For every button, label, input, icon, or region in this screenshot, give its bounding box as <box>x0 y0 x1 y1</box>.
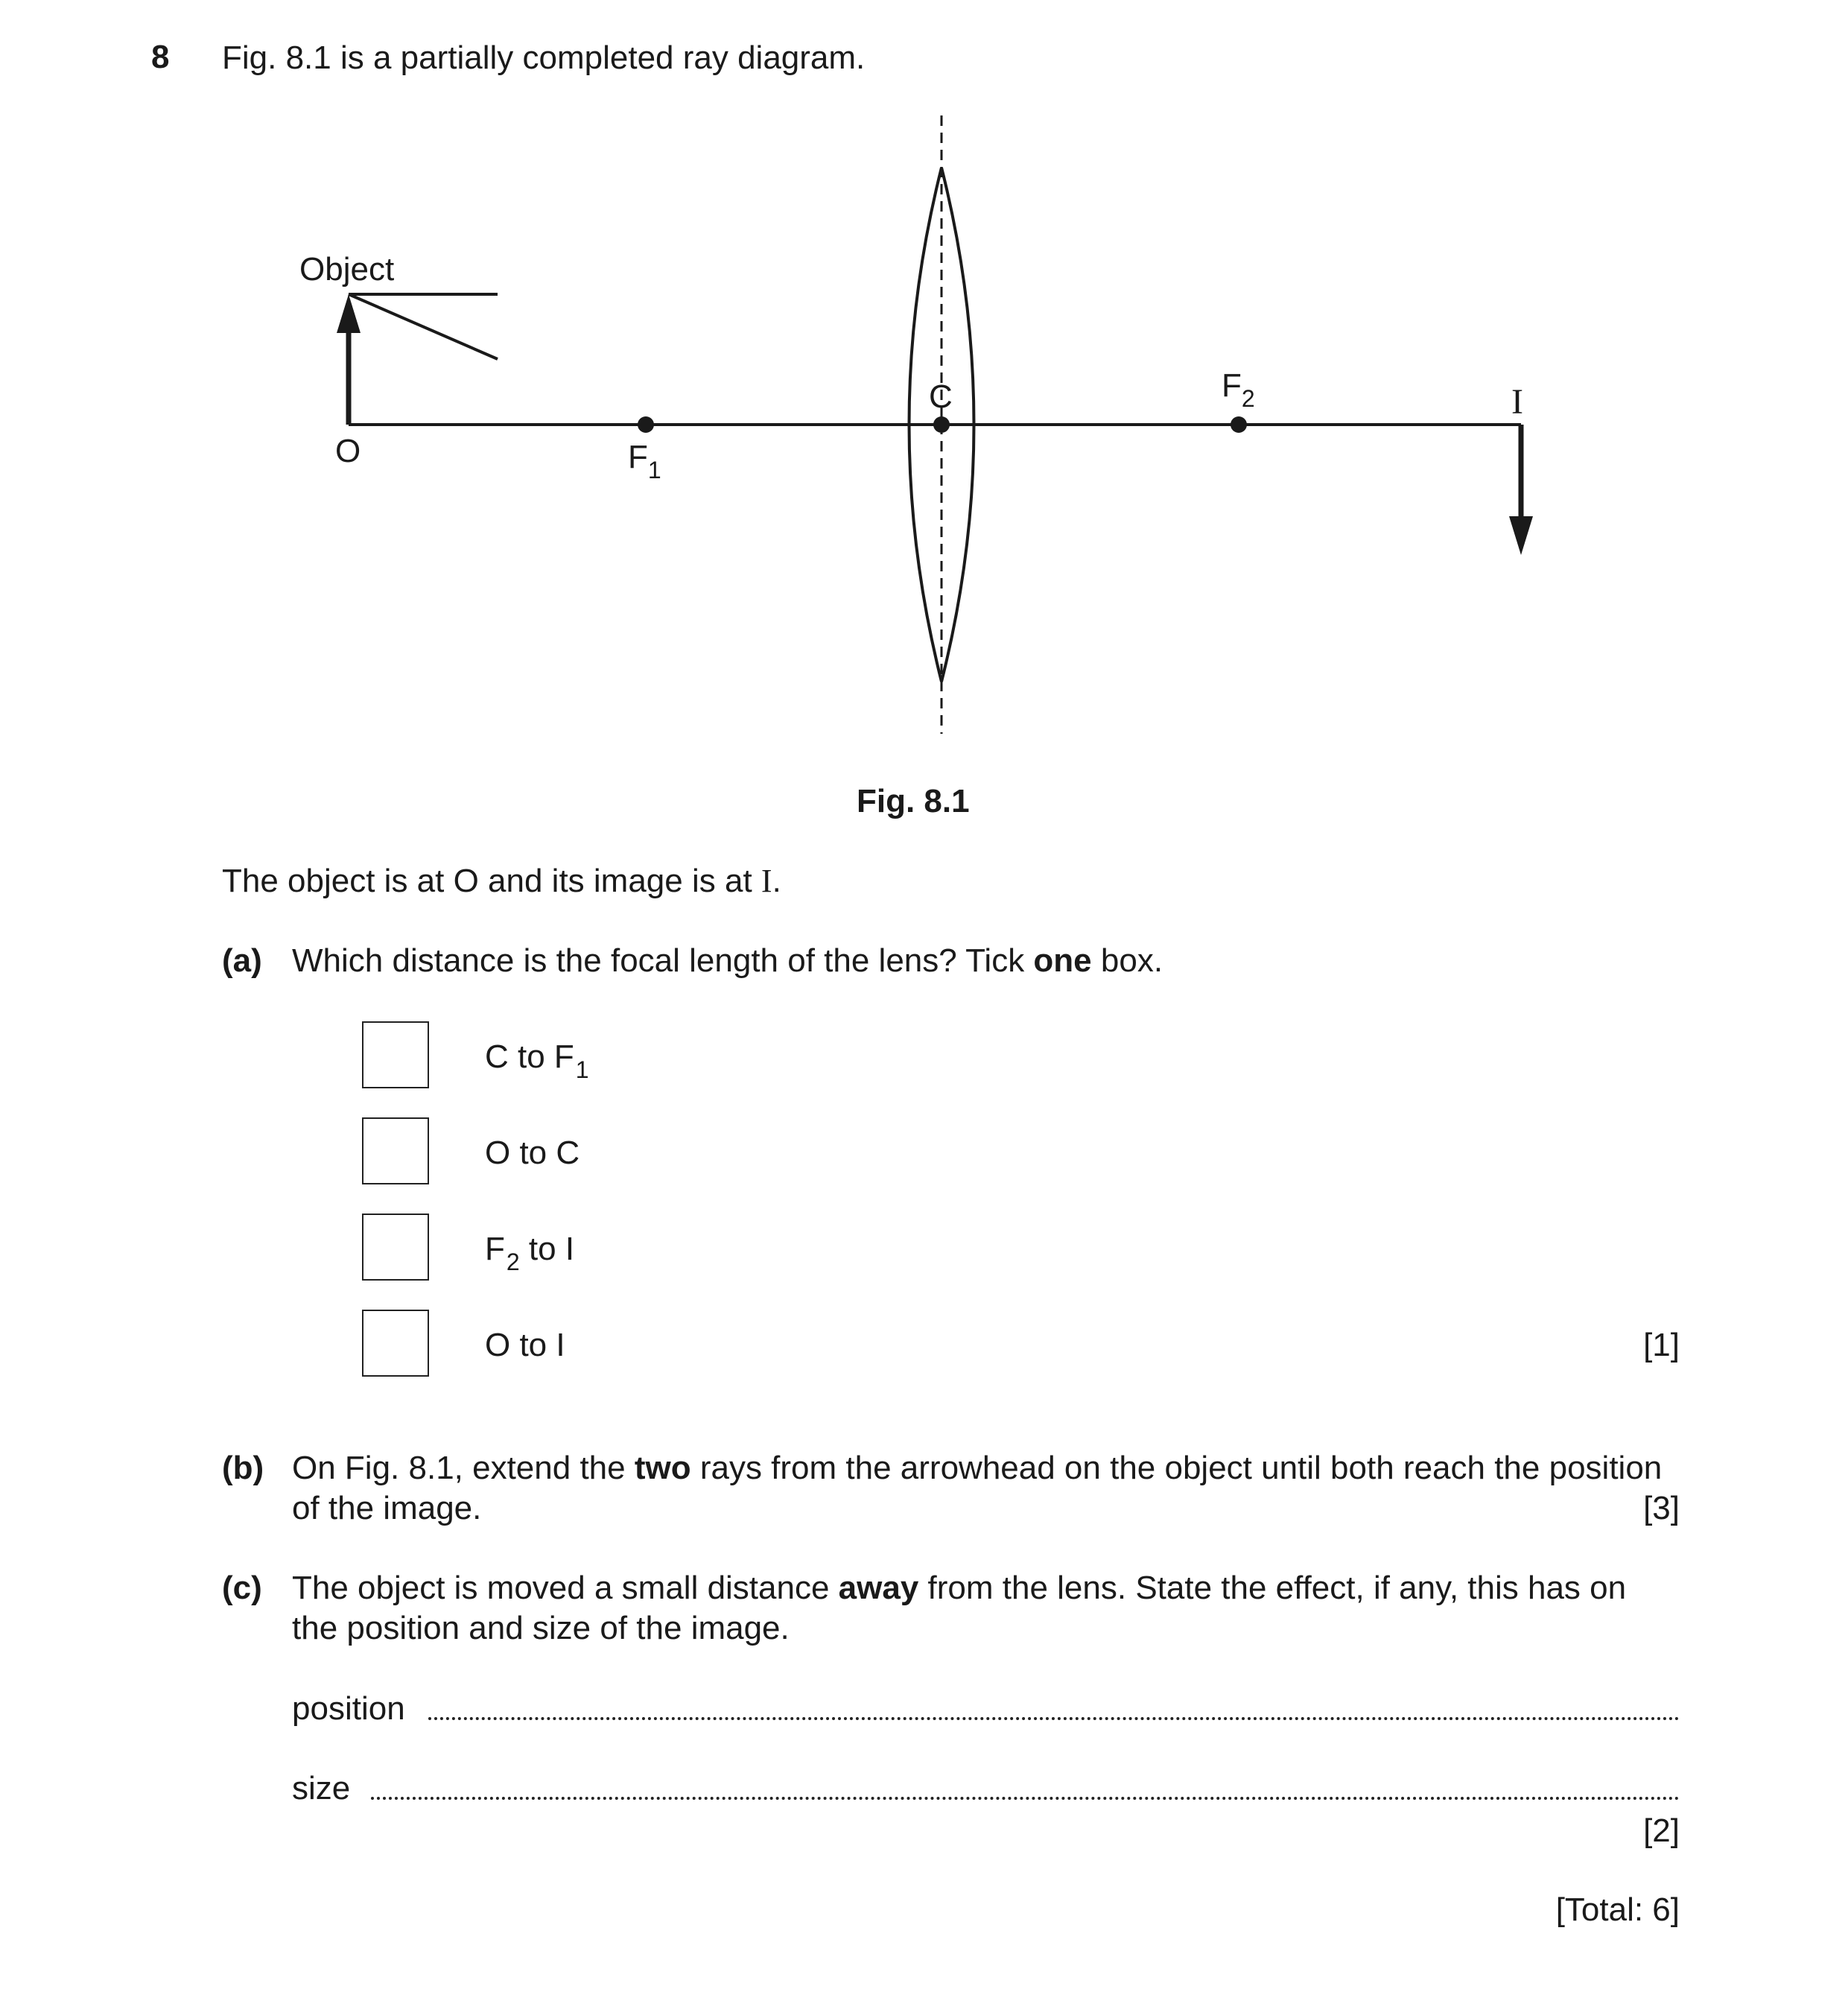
part-c-text-bold: away <box>838 1570 919 1606</box>
part-a-text-before: Which distance is the focal length of the lens? Tick <box>292 942 1034 979</box>
c-point <box>933 416 950 433</box>
f1-subscript: 1 <box>647 457 661 483</box>
part-a-text-bold: one <box>1033 942 1092 979</box>
option-4-label: O to I <box>485 1327 565 1363</box>
f2-point <box>1231 416 1247 433</box>
part-b-line-2: of the image. <box>292 1490 482 1526</box>
part-b-text-after: rays from the arrowhead on the object until both reach the position <box>690 1450 1663 1486</box>
object-image-statement <box>222 862 781 901</box>
object-label: Object <box>299 251 395 288</box>
total-marks: [Total: 6] <box>1555 1891 1680 1928</box>
size-label: size <box>292 1770 351 1806</box>
f1-point <box>638 416 654 433</box>
ray-diagram <box>0 0 1848 790</box>
part-c-line-1 <box>292 1569 1626 1608</box>
f1-label <box>628 439 661 483</box>
image-arrowhead <box>1509 516 1533 555</box>
part-c-text-after: from the lens. State the effect, if any, this has on <box>918 1570 1627 1606</box>
option-2-label: O to C <box>485 1135 580 1171</box>
part-a-text-after: box. <box>1091 942 1163 979</box>
question-number: 8 <box>151 39 170 75</box>
option-3-sub: 2 <box>506 1249 520 1275</box>
statement-end: . <box>772 863 781 899</box>
statement-text: The object is at O and its image is at <box>222 863 761 899</box>
figure-caption: Fig. 8.1 <box>857 783 970 819</box>
option-1-label <box>485 1038 589 1083</box>
tickbox-option-4[interactable] <box>362 1310 429 1377</box>
part-a-marks: [1] <box>1643 1327 1680 1363</box>
part-c-text-before: The object is moved a small distance <box>292 1570 839 1606</box>
part-b-text-bold: two <box>634 1450 691 1486</box>
option-1-main: C to F <box>485 1038 574 1075</box>
part-c-label: (c) <box>222 1570 262 1606</box>
tickbox-option-3[interactable] <box>362 1214 429 1281</box>
part-b-marks: [3] <box>1643 1490 1680 1526</box>
ray-through-centre <box>349 294 498 359</box>
part-c-line-2: the position and size of the image. <box>292 1610 790 1646</box>
f2-letter: F <box>1222 367 1242 404</box>
part-c-marks: [2] <box>1643 1812 1680 1849</box>
option-3-main: F <box>485 1231 505 1267</box>
object-arrowhead <box>337 294 361 333</box>
option-3-tail: to I <box>519 1231 575 1267</box>
c-label: C <box>929 378 953 415</box>
part-a-label: (a) <box>222 942 262 979</box>
part-b-line-1 <box>292 1449 1662 1488</box>
part-b-text-before: On Fig. 8.1, extend the <box>292 1450 635 1486</box>
o-label: O <box>335 433 361 469</box>
option-1-sub: 1 <box>575 1056 589 1083</box>
f2-subscript: 2 <box>1241 385 1255 412</box>
position-answer-line[interactable] <box>428 1717 1680 1720</box>
i-label: I <box>1511 382 1523 422</box>
tickbox-option-2[interactable] <box>362 1117 429 1184</box>
f1-letter: F <box>628 439 648 475</box>
part-b-label: (b) <box>222 1450 264 1486</box>
f2-label <box>1222 367 1255 412</box>
question-intro: Fig. 8.1 is a partially completed ray diagram. <box>222 39 866 76</box>
part-a-question <box>292 942 1163 980</box>
option-3-label <box>485 1230 575 1275</box>
size-answer-line[interactable] <box>371 1797 1680 1800</box>
tickbox-option-1[interactable] <box>362 1021 429 1088</box>
position-label: position <box>292 1690 405 1727</box>
statement-i: I <box>761 863 772 899</box>
